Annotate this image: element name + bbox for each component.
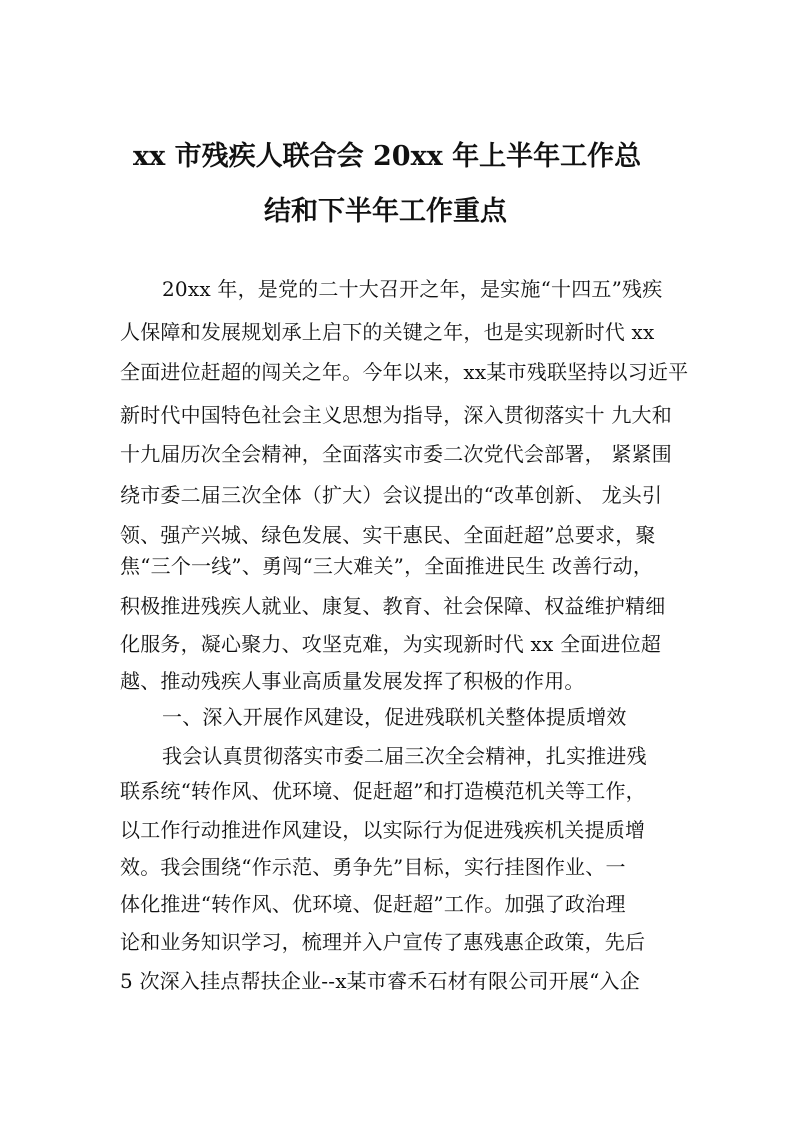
body-line-15: 以工作行动推进作风建设，以实际行为促进残疾机关提质增 — [120, 818, 646, 842]
document-title-line-2: 结和下半年工作重点 — [264, 196, 507, 227]
body-line-16: 效。我会围绕“作示范、勇争先”目标，实行挂图作业、一 — [120, 855, 626, 879]
body-line-1: 20xx 年，是党的二十大召开之年，是实施“十四五”残疾 — [162, 277, 663, 301]
body-line-2: 人保障和发展规划承上启下的关键之年，也是实现新时代 xx — [120, 320, 655, 344]
body-line-8: 焦“三个一线”、勇闯“三大难关”，全面推进民生 改善行动， — [120, 554, 654, 578]
body-line-5: 十九届历次全会精神，全面落实市委二次党代会部署， 紧紧围 — [120, 442, 672, 466]
body-line-17: 体化推进“转作风、优环境、促赶超”工作。加强了政治理 — [120, 892, 626, 916]
body-line-11: 越、推动残疾人事业高质量发展发挥了积极的作用。 — [120, 669, 585, 693]
body-line-10: 化服务，凝心聚力、攻坚克难，为实现新时代 xx 全面进位超 — [120, 632, 662, 656]
body-line-18: 论和业务知识学习，梳理并入户宣传了惠残惠企政策，先后 — [120, 930, 646, 954]
body-line-9: 积极推进残疾人就业、康复、教育、社会保障、权益维护精细 — [120, 594, 666, 618]
body-line-13: 我会认真贯彻落实市委二届三次全会精神，扎实推进残 — [162, 744, 647, 768]
body-line-4: 新时代中国特色社会主义思想为指导，深入贯彻落实十 九大和 — [120, 403, 672, 427]
body-line-7: 领、强产兴城、绿色发展、实干惠民、全面赶超”总要求，聚 — [120, 523, 656, 547]
document-title-line-1: xx 市残疾人联合会 20xx 年上半年工作总 — [133, 141, 642, 172]
body-line-14: 联系统“转作风、优环境、促赶超”和打造模范机关等工作， — [120, 779, 646, 803]
body-line-6: 绕市委二届三次全体（扩大）会议提出的“改革创新、 龙头引 — [120, 483, 663, 507]
section-heading-1: 一、深入开展作风建设，促进残联机关整体提质增效 — [162, 705, 627, 729]
body-line-19: 5 次深入挂点帮扶企业--x某市睿禾石材有限公司开展“入企 — [120, 969, 640, 993]
body-line-3: 全面进位赶超的闯关之年。今年以来，xx某市残联坚持以习近平 — [120, 360, 689, 384]
